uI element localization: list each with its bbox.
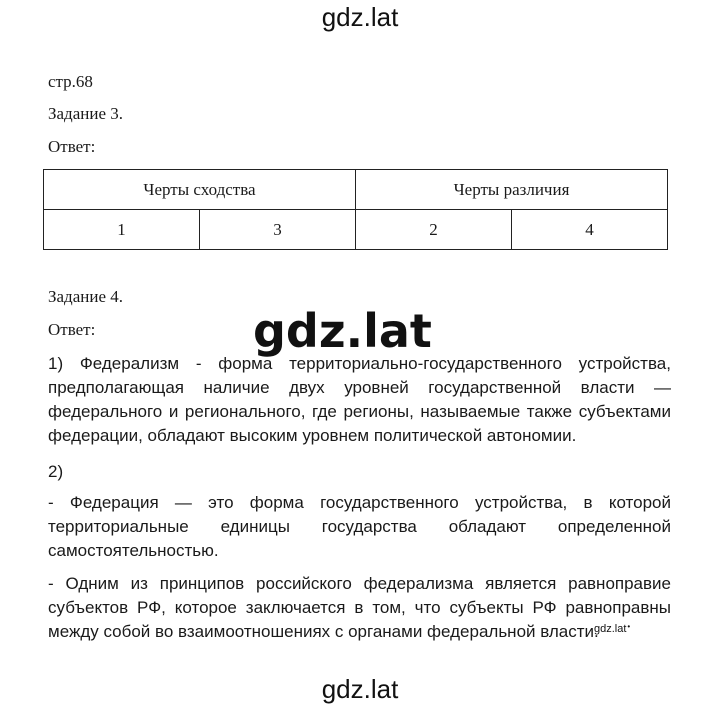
similarities-differences-table — [43, 169, 668, 250]
table-cell: 2 — [356, 210, 512, 250]
answer-item-2b-text: - Одним из принципов российского федерализма является равноправие субъектов РФ, которое заключается в том, что субъекты РФ равноправны между собой во взаимоотношениях с органами федеральной власти. — [48, 574, 671, 641]
header-differences: Черты различия — [356, 170, 668, 210]
answer-item-1 — [48, 352, 671, 448]
answer-item-2a — [48, 491, 671, 563]
answer-item-1-text: 1) Федерализм - форма территориально-государственного устройства, предполагающая наличие двух уровней государственной власти — федерального и регионального, где регионы, называемые также субъектами федерации, обладают высоким уровнем политической автономии. — [48, 354, 671, 445]
table-cell: 1 — [44, 210, 200, 250]
table-header-row — [44, 170, 668, 210]
watermark-bottom: gdz.lat — [321, 674, 399, 704]
watermark-small: gdz.lat • — [594, 622, 630, 635]
task3-title: Задание 3. — [48, 104, 123, 123]
answer-item-2-label-text: 2) — [48, 462, 64, 481]
task4-title: Задание 4. — [48, 287, 123, 306]
answer-item-2-label — [48, 460, 671, 484]
answer-item-2b — [48, 572, 671, 644]
header-similarities: Черты сходства — [44, 170, 356, 210]
task4-answer-label: Ответ: — [48, 320, 96, 339]
task3-answer-label: Ответ: — [48, 137, 96, 156]
watermark-middle: gdz.lat — [253, 304, 432, 358]
answer-item-2a-text: - Федерация — это форма государственного устройства, в которой территориальные единицы государства обладают определенной самостоятельностью. — [48, 493, 671, 560]
table-cell: 4 — [512, 210, 668, 250]
table-row — [44, 210, 668, 250]
page-reference: стр.68 — [48, 72, 93, 91]
table-cell: 3 — [200, 210, 356, 250]
watermark-top: gdz.lat — [321, 2, 399, 32]
